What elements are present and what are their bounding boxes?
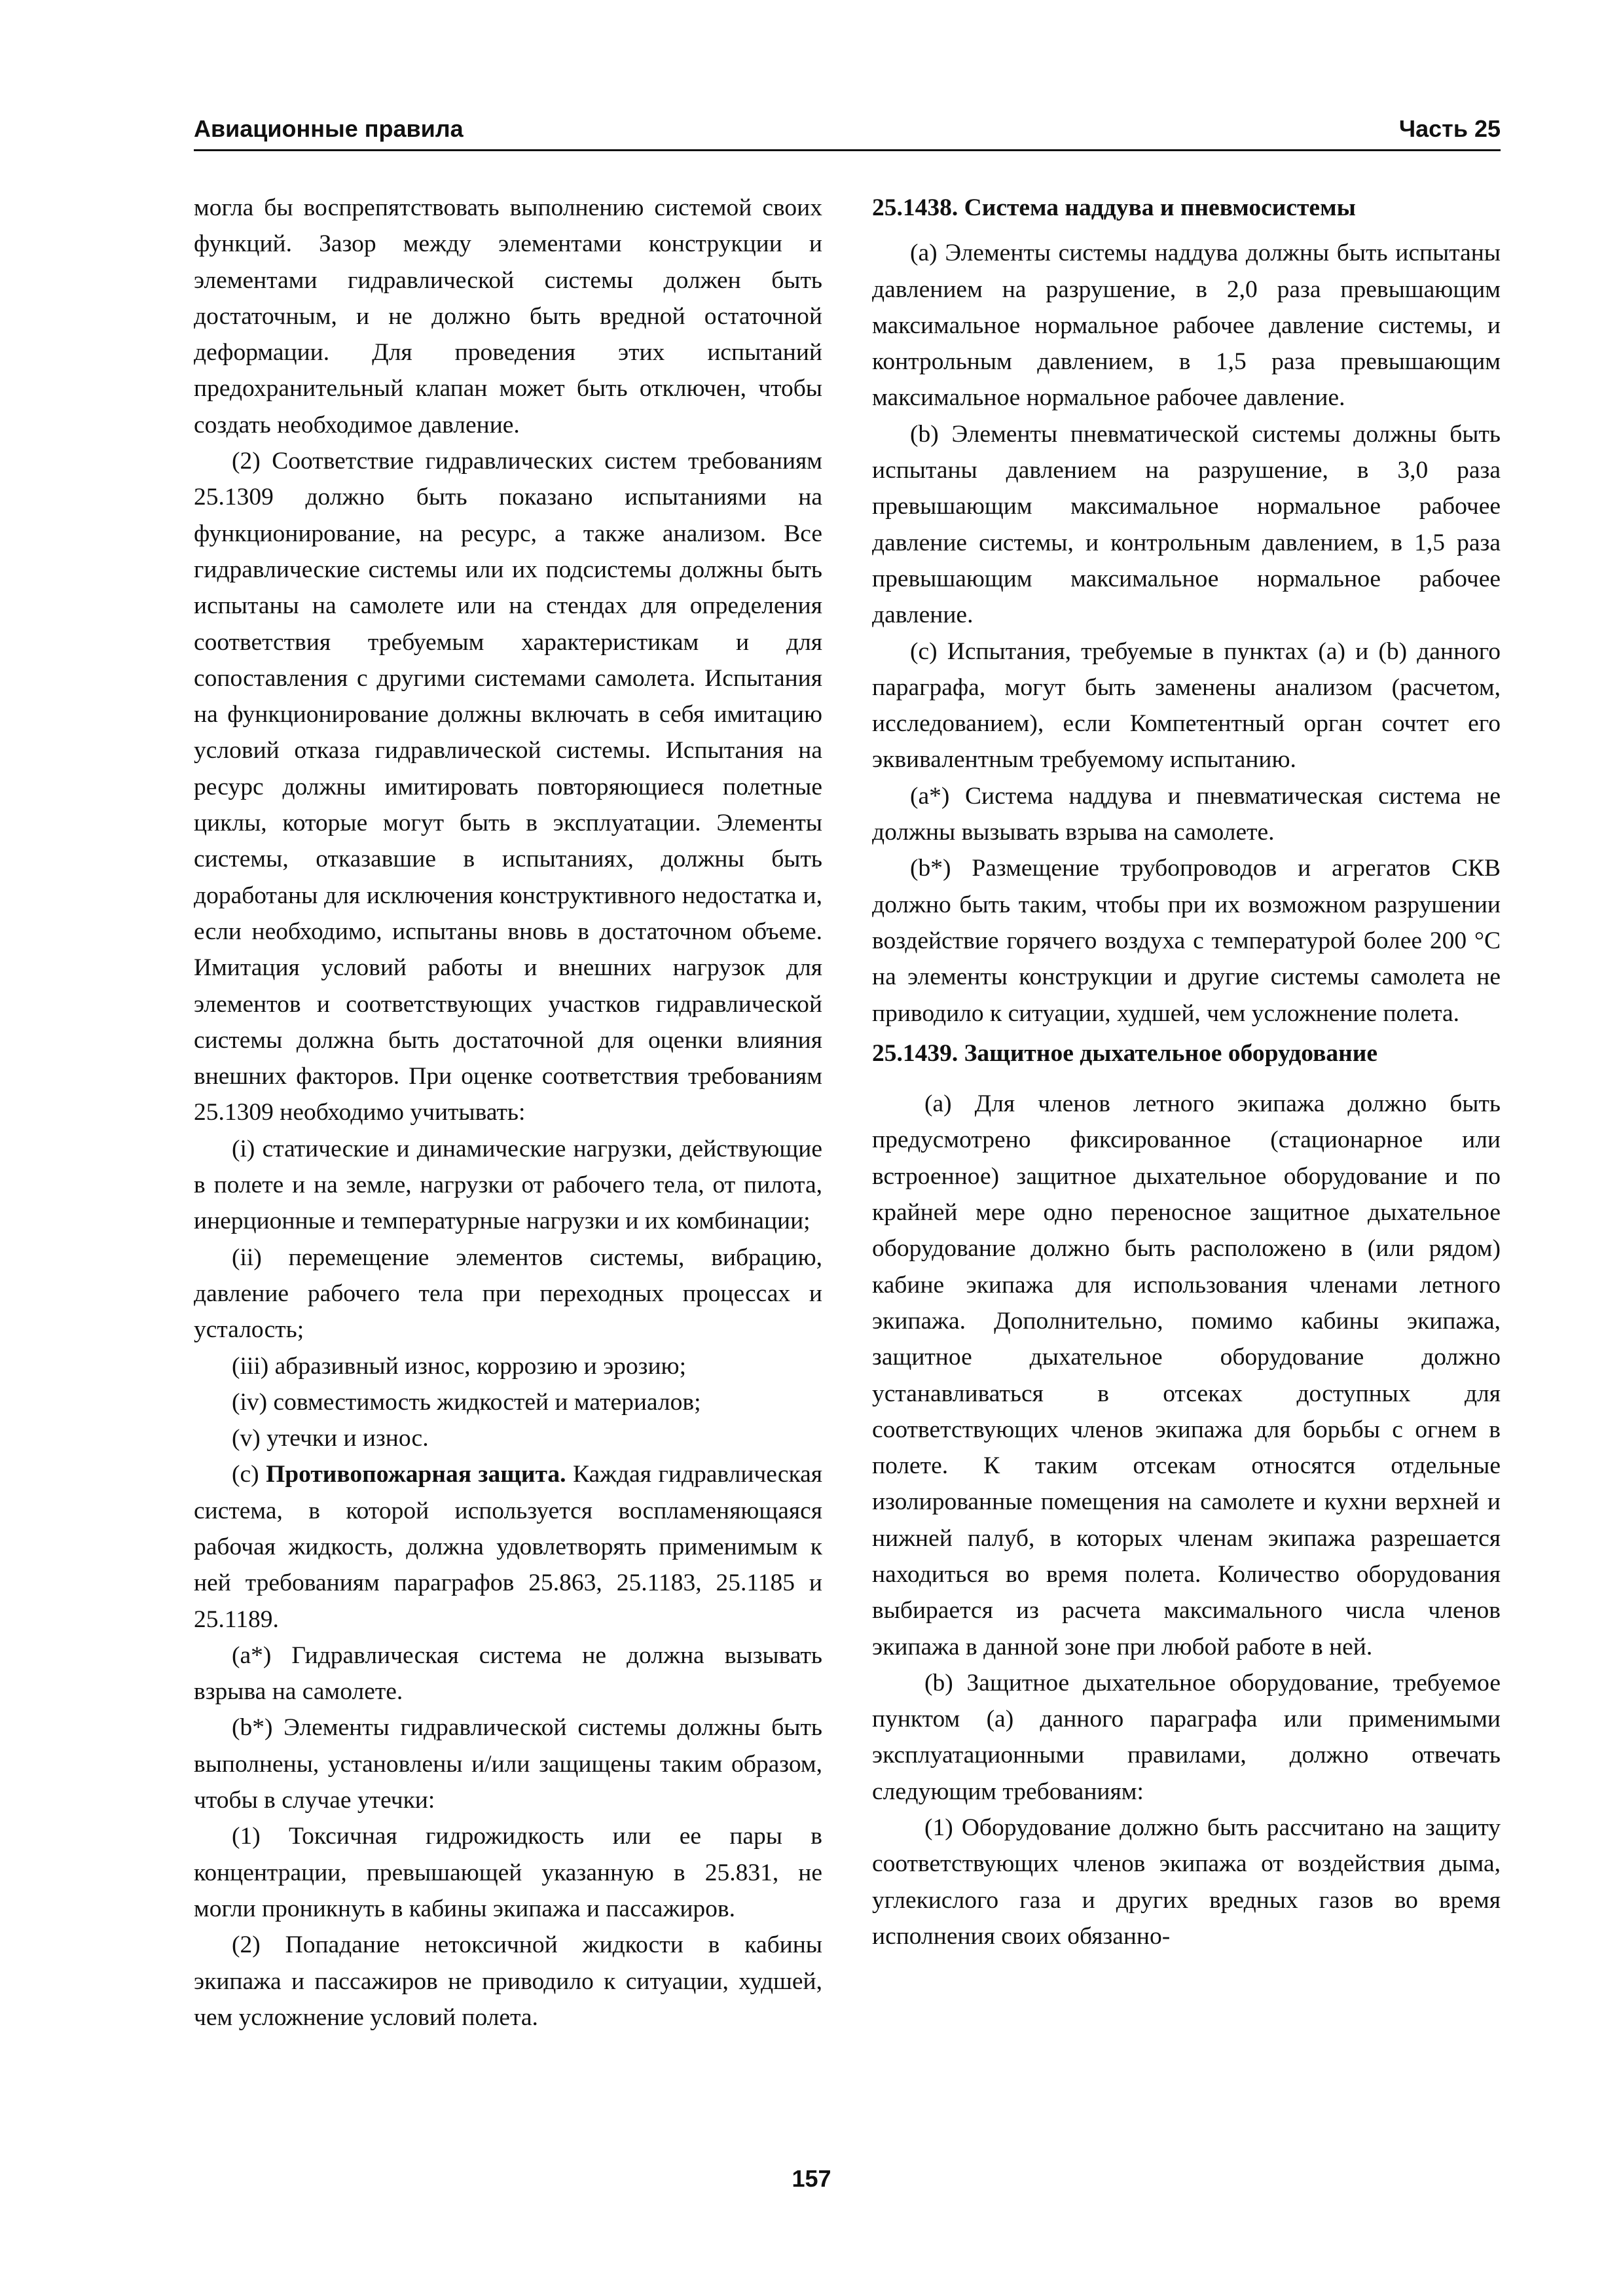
paragraph: (1) Оборудование должно быть рассчитано на защиту соответствующих членов экипажа от воздействия дыма, углекислого газа и других вредных газов во время исполнения своих обязанно- <box>872 1814 1501 1950</box>
left-column <box>194 190 822 2036</box>
section-heading: 25.1438. Система наддува и пневмосистемы <box>872 194 1356 221</box>
paragraph: (a) Элементы системы наддува должны быть испытаны давлением на разрушение, в 2,0 раза превышающим максимальное нормальное рабочее давление системы, и контрольным давлением, в 1,5 раза превышающим максимальное нормальное рабочее давление. <box>872 240 1501 412</box>
paragraph: (b*) Размещение трубопроводов и агрегатов СКВ должно быть таким, чтобы при их возможном разрушении воздействие горячего воздуха с температурой более 200 °С на элементы конструкции и другие системы самолета не приводило к ситуации, худшей, чем усложнение полета. <box>872 855 1501 1027</box>
list-item: (iii) абразивный износ, коррозию и эрозию; <box>232 1352 686 1380</box>
paragraph: (b) Элементы пневматической системы должны быть испытаны давлением на разрушение, в 3,0 раза превышающим максимальное нормальное рабочее давление системы, и контрольным давлением, в 1,5 раза превышающим максимальное нормальное рабочее давление. <box>872 420 1501 629</box>
paragraph: (2) Попадание нетоксичной жидкости в кабины экипажа и пассажиров не приводило к ситуации, худшей, чем усложнение условий полета. <box>194 1931 822 2031</box>
list-item: (v) утечки и износ. <box>232 1425 429 1452</box>
clause-title: Противопожарная защита. <box>266 1461 566 1488</box>
paragraph-fire-protection <box>194 1456 822 1637</box>
clause-label: (c) <box>232 1461 259 1488</box>
list-item: (iv) совместимость жидкостей и материалов; <box>232 1388 701 1416</box>
paragraph: (c) Испытания, требуемые в пунктах (a) и (b) данного параграфа, могут быть заменены анализом (расчетом, исследованием), если Компетентный орган сочтет его эквивалентным требуемому испытанию. <box>872 637 1501 774</box>
page-number: 157 <box>792 2165 831 2192</box>
paragraph: (b) Защитное дыхательное оборудование, требуемое пунктом (a) данного параграфа или применимыми эксплуатационными правилами, должно отвечать следующим требованиям: <box>872 1669 1501 1805</box>
list-item: (i) статические и динамические нагрузки, действующие в полете и на земле, нагрузки от рабочего тела, от пилота, инерционные и температурные нагрузки и их комбинации; <box>194 1135 822 1235</box>
paragraph: могла бы воспрепятствовать выполнению системой своих функций. Зазор между элементами конструкции и элементами гидравлической системы должен быть достаточным, и не должно быть вредной остаточной деформации. Для проведения этих испытаний предохранительный клапан может быть отключен, чтобы создать необходимое давление. <box>194 194 822 439</box>
header-part: Часть 25 <box>1398 115 1501 142</box>
header-title: Авиационные правила <box>194 115 464 142</box>
right-column <box>872 190 1501 1954</box>
paragraph: (2) Соответствие гидравлических систем требованиям 25.1309 должно быть показано испытаниями на функционирование, на ресурс, а также анализом. Все гидравлические системы или их подсистемы должны быть испытаны на самолете или на стендах для определения соответствия требуемым характеристикам и для сопоставления с другими системами самолета. Испытания на функционирование должны включать в себя имитацию условий отказа гидравлической системы. Испытания на ресурс должны имитировать повторяющиеся полетные циклы, которые могут быть в эксплуатации. Элементы системы, отказавшие в испытаниях, должны быть доработаны для исключения конструктивного недостатка и, если необходимо, испытаны вновь в достаточном объеме. Имитация условий работы и внешних нагрузок для элементов и соответствующих участков гидравлической системы должна быть достаточной для оценки влияния внешних факторов. При оценке соответствия требованиям 25.1309 необходимо учитывать: <box>194 448 822 1126</box>
list-item: (ii) перемещение элементов системы, вибрацию, давление рабочего тела при переходных процессах и усталость; <box>194 1244 822 1344</box>
section-heading: 25.1439. Защитное дыхательное оборудование <box>872 1039 1377 1067</box>
running-header <box>194 113 1501 151</box>
paragraph: (b*) Элементы гидравлической системы должны быть выполнены, установлены и/или защищены таким образом, чтобы в случае утечки: <box>194 1714 822 1814</box>
paragraph: (a*) Система наддува и пневматическая система не должны вызывать взрыва на самолете. <box>872 782 1501 846</box>
paragraph: (a*) Гидравлическая система не должна вызывать взрыва на самолете. <box>194 1641 822 1706</box>
paragraph: (1) Токсичная гидрожидкость или ее пары в концентрации, превышающей указанную в 25.831, не могли проникнуть в кабины экипажа и пассажиров. <box>194 1823 822 1922</box>
paragraph: (a) Для членов летного экипажа должно быть предусмотрено фиксированное (стационарное или встроенное) защитное дыхательное оборудование и по крайней мере одно переносное защитное дыхательное оборудование должно быть расположено в (или рядом) кабине экипажа для использования членами летного экипажа. Дополнительно, помимо кабины экипажа, защитное дыхательное оборудование должно устанавливаться в отсеках доступных для соответствующих членов экипажа для борьбы с огнем в полете. К таким отсекам относятся отдельные изолированные помещения на самолете и кухни верхней и нижней палуб, в которых членам экипажа разрешается находиться во время полета. Количество оборудования выбирается из расчета максимального числа членов экипажа в данной зоне при любой работе в ней. <box>872 1090 1501 1660</box>
clause-text: Каждая гидравлическая система, в которой используется воспламеняющаяся рабочая жидкость, должна удовлетворять применимым к ней требованиям параграфов 25.863, 25.1183, 25.1185 и 25.1189. <box>194 1461 823 1633</box>
